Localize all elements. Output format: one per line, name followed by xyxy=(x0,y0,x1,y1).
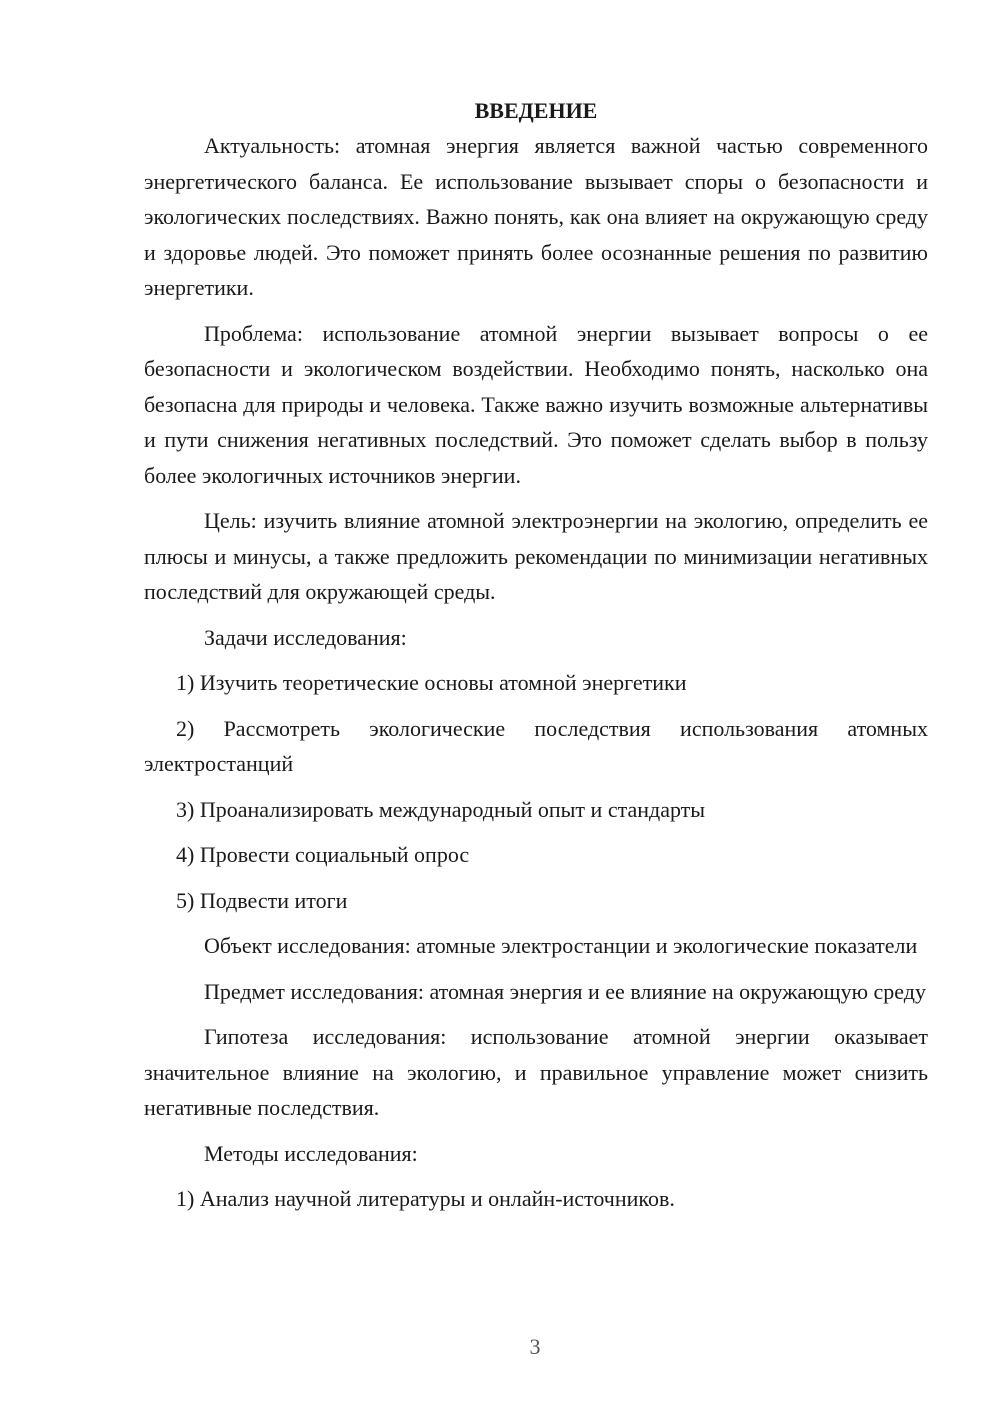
task-item: 3) Проанализировать международный опыт и стандарты xyxy=(176,796,706,822)
problem-paragraph: Проблема: использование атомной энергии вызывает вопросы о ее безопасности и экологическом воздействии. Необходимо понять, насколько она безопасна для природы и человека. Также важно изучить возможные альтернативы и пути снижения негативных последствий. Это поможет сделать выбор в пользу более экологичных источников энергии. xyxy=(144,320,928,488)
method-item: 1) Анализ научной литературы и онлайн-источников. xyxy=(176,1186,675,1211)
hypothesis-paragraph: Гипотеза исследования: использование атомной энергии оказывает значительное влияние на экологию, и правильное управление может снизить негативные последствия. xyxy=(144,1024,928,1120)
task-item: 1) Изучить теоретические основы атомной энергетики xyxy=(176,670,687,695)
task-item: 2) Рассмотреть экологические последствия использования атомных электростанций xyxy=(144,715,928,776)
subject-paragraph: Предмет исследования: атомная энергия и ее влияние на окружающую среду xyxy=(204,978,926,1004)
object-paragraph: Объект исследования: атомные электростанции и экологические показатели xyxy=(204,933,918,958)
task-item: 5) Подвести итоги xyxy=(176,887,348,913)
methods-heading: Методы исследования: xyxy=(204,1140,418,1166)
task-item: 4) Провести социальный опрос xyxy=(176,842,470,867)
page-number: 3 xyxy=(529,1334,541,1359)
goal-paragraph: Цель: изучить влияние атомной электроэнергии на экологию, определить ее плюсы и минусы, а также предложить рекомендации по минимизации негативных последствий для окружающей среды. xyxy=(144,508,928,604)
section-title: ВВЕДЕНИЕ xyxy=(474,98,598,123)
document-page xyxy=(144,94,928,1217)
relevance-paragraph: Актуальность: атомная энергия является важной частью современного энергетического баланса. Ее использование вызывает споры о безопасности и экологических последствиях. Важно понять, как она влияет на окружающую среду и здоровье людей. Это поможет принять более осознанные решения по развитию энергетики. xyxy=(144,133,928,300)
tasks-heading: Задачи исследования: xyxy=(204,624,407,650)
